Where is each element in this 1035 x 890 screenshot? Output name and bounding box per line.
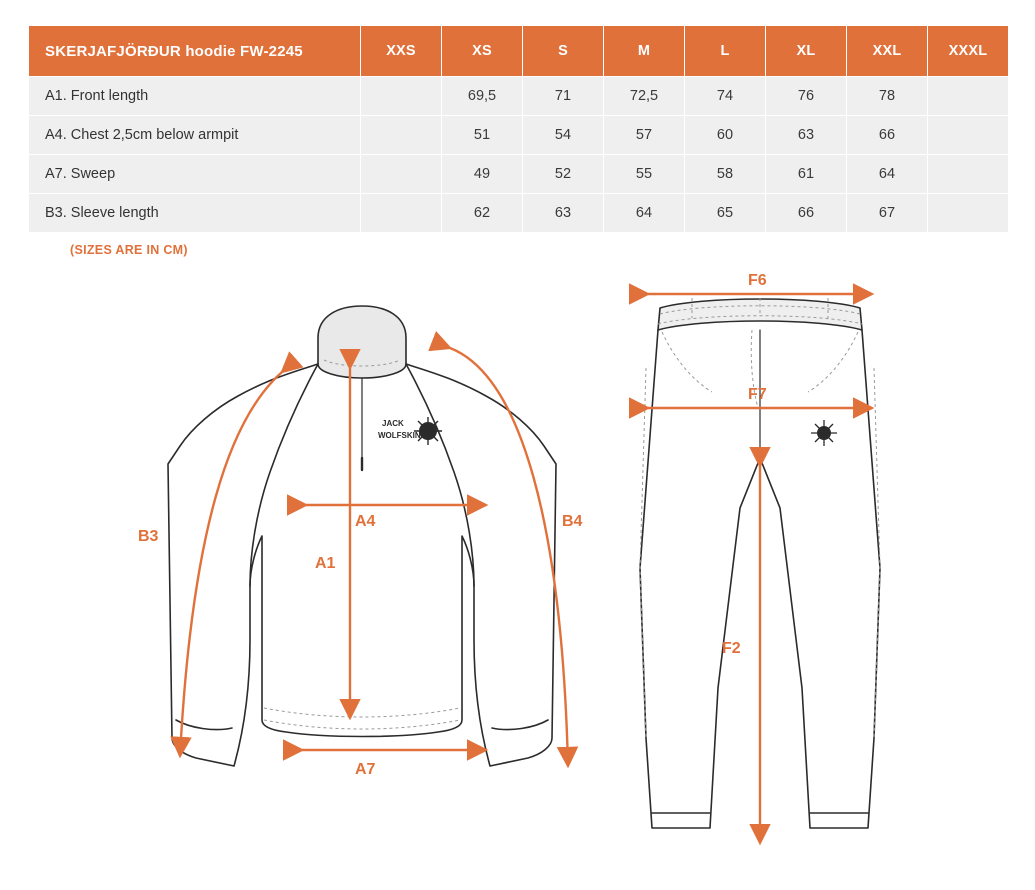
hoodie-hem-stitch-2 [264, 720, 460, 729]
table-row [29, 194, 1009, 233]
row-label: B3. Sleeve length [29, 194, 361, 233]
cell-l: 58 [685, 155, 766, 194]
table-row [29, 77, 1009, 116]
cell-xxs [361, 194, 442, 233]
column-header-m: M [604, 26, 685, 77]
pants-waistband [658, 299, 862, 330]
cell-xs: 62 [442, 194, 523, 233]
measure-line-b4 [450, 348, 568, 766]
measure-label-a4: A4 [355, 513, 376, 530]
pants-technical-drawing [600, 268, 1020, 868]
cell-s: 71 [523, 77, 604, 116]
size-table [28, 25, 1009, 233]
cell-l: 74 [685, 77, 766, 116]
pants-left-pocket [662, 332, 712, 392]
cell-xxxl [928, 116, 1009, 155]
measure-label-a1: A1 [315, 555, 336, 572]
size-chart-table [28, 25, 1008, 233]
row-label: A7. Sweep [29, 155, 361, 194]
cell-s: 63 [523, 194, 604, 233]
cell-l: 65 [685, 194, 766, 233]
cell-m: 64 [604, 194, 685, 233]
pants-right-pocket [808, 332, 858, 392]
units-note: (SIZES ARE IN CM) [70, 243, 188, 257]
column-header-s: S [523, 26, 604, 77]
column-header-xs: XS [442, 26, 523, 77]
brand-logo [811, 420, 837, 446]
cell-xxl: 66 [847, 116, 928, 155]
measure-label-f2: F2 [722, 640, 741, 657]
measure-line-b3 [180, 372, 282, 756]
cell-xxs [361, 155, 442, 194]
table-header [29, 26, 1009, 77]
cell-xl: 66 [766, 194, 847, 233]
table-row [29, 155, 1009, 194]
hoodie-right-shoulder-seam [406, 364, 474, 586]
cell-xs: 49 [442, 155, 523, 194]
cell-s: 52 [523, 155, 604, 194]
table-header-row [29, 26, 1009, 77]
cell-xxxl [928, 155, 1009, 194]
cell-xs: 51 [442, 116, 523, 155]
cell-xxl: 67 [847, 194, 928, 233]
pants-inseam-split-2 [760, 458, 780, 508]
svg-text:WOLFSKIN: WOLFSKIN [378, 431, 421, 440]
column-header-xl: XL [766, 26, 847, 77]
cell-m: 57 [604, 116, 685, 155]
row-label: A4. Chest 2,5cm below armpit [29, 116, 361, 155]
hoodie-left-cuff [176, 720, 232, 730]
cell-xxs [361, 77, 442, 116]
cell-xl: 76 [766, 77, 847, 116]
cell-l: 60 [685, 116, 766, 155]
column-header-xxs: XXS [361, 26, 442, 77]
cell-xl: 63 [766, 116, 847, 155]
measure-label-b4: B4 [562, 513, 583, 530]
row-label: A1. Front length [29, 77, 361, 116]
cell-xxl: 78 [847, 77, 928, 116]
measure-label-f7: F7 [748, 386, 767, 403]
column-header-xxxl: XXXL [928, 26, 1009, 77]
cell-xxl: 64 [847, 155, 928, 194]
table-title-cell: SKERJAFJÖRÐUR hoodie FW-2245 [29, 26, 361, 77]
table-row [29, 116, 1009, 155]
column-header-xxl: XXL [847, 26, 928, 77]
measure-label-b3: B3 [138, 528, 159, 545]
measure-label-f6: F6 [748, 272, 767, 289]
cell-xl: 61 [766, 155, 847, 194]
technical-drawings [0, 268, 1035, 888]
column-header-l: L [685, 26, 766, 77]
brand-logo [378, 417, 442, 445]
hoodie-collar [318, 306, 406, 378]
cell-m: 72,5 [604, 77, 685, 116]
cell-xxxl [928, 77, 1009, 116]
hoodie-hem-stitch [264, 708, 460, 717]
table-body [29, 77, 1009, 233]
cell-s: 54 [523, 116, 604, 155]
cell-xxs [361, 116, 442, 155]
svg-text:JACK: JACK [382, 419, 404, 428]
cell-xxxl [928, 194, 1009, 233]
cell-m: 55 [604, 155, 685, 194]
pants-inseam-split [740, 458, 760, 508]
hoodie-right-cuff [492, 720, 548, 730]
cell-xs: 69,5 [442, 77, 523, 116]
hoodie-technical-drawing [110, 268, 610, 828]
measure-label-a7: A7 [355, 761, 376, 778]
